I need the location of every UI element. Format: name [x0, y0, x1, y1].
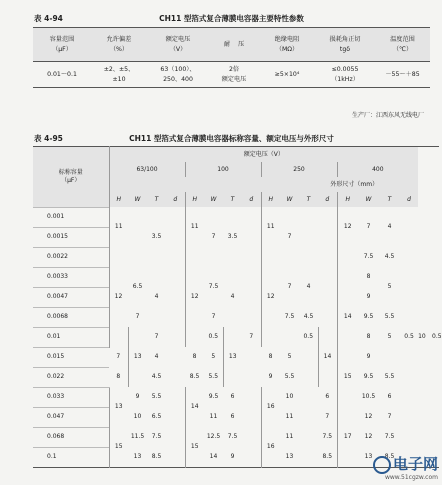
dimension-cell: 7.5: [208, 283, 219, 290]
header-rated-voltage: 额定电压 （V）: [165, 35, 191, 53]
dimension-cell: 12: [337, 207, 358, 247]
dimension-cell: 6: [387, 393, 392, 400]
dimension-cell: 7.5: [363, 253, 374, 260]
dimension-cell: 11.5: [130, 433, 145, 440]
dimension-cell: 9: [366, 353, 371, 360]
site-watermark: [373, 453, 438, 482]
dim-w: W: [358, 192, 379, 207]
dimension-cell: 12.5: [206, 433, 221, 440]
dim-h: H: [261, 192, 280, 207]
dimension-cell: 12: [109, 247, 128, 347]
dimension-cell: 5.5: [384, 373, 395, 380]
dimension-cell: 7: [366, 223, 371, 230]
dimension-cell: 8.5: [384, 452, 395, 460]
dimension-cell: 6: [230, 413, 235, 420]
dim-t: T: [299, 192, 318, 207]
table2-number: 表 4-95: [34, 134, 63, 143]
dim-t: T: [147, 192, 166, 207]
dimension-cell: [166, 207, 185, 327]
dimension-cell: 5: [387, 333, 392, 340]
dimension-cell: 5.5: [151, 393, 162, 400]
dimension-cell: 7: [387, 413, 392, 420]
dimension-cell: [242, 347, 261, 467]
table2-title: CH11 型箔式复合薄膜电容器标称容量、额定电压与外形尺寸: [129, 134, 334, 143]
dimension-cell: 5.5: [384, 313, 395, 320]
header-temperature-range: 温度范围 （℃）: [390, 35, 415, 53]
dimension-cell: 7: [116, 353, 121, 360]
table-row: [33, 427, 439, 447]
cell-loss-tangent: ≤0.0055 （1kHz）: [331, 65, 359, 83]
dimension-cell: 11: [109, 207, 128, 247]
table-row: [33, 247, 439, 267]
dimension-cell: 11: [285, 433, 294, 440]
dimension-cell: [147, 207, 166, 227]
dimension-cell: 11: [185, 207, 204, 247]
dimension-cell: 14: [337, 287, 358, 347]
dimension-cell: [379, 347, 400, 367]
header-loss-tangent: 损耗角正切 tgδ: [329, 35, 361, 53]
dimension-cell: 5: [387, 283, 392, 290]
dimension-cell: 9: [230, 452, 235, 460]
dim-w: W: [128, 192, 147, 207]
dimension-cell: 11: [285, 413, 294, 420]
capacity-value: 0.015: [33, 347, 109, 367]
dimension-cell: 7.5: [227, 433, 238, 440]
dimension-cell: 5.5: [284, 373, 295, 380]
cell-temperature-range: －55～＋85: [385, 70, 420, 78]
dimension-cell: 13: [364, 452, 373, 460]
table-row: [33, 327, 439, 347]
dimension-cell: 10.5: [361, 393, 376, 400]
header-rated-voltage-v: 额定电压（V）: [109, 147, 418, 163]
dimension-cell: 12: [261, 247, 280, 347]
dimension-cell: 4: [154, 353, 159, 360]
dimension-cell: [400, 207, 418, 327]
capacity-value: 0.0068: [33, 307, 109, 327]
cell-tolerance: ±2、±5、 ±10: [103, 65, 135, 83]
dimension-cell: 7.5: [384, 433, 395, 440]
dimension-cell: 8: [192, 353, 197, 360]
dimension-cell: 8.5: [151, 452, 162, 460]
dimension-cell: 10: [285, 393, 294, 400]
capacity-value: 0.0033: [33, 267, 109, 287]
dimension-cell: 4: [306, 283, 311, 290]
dimension-cell: [128, 207, 147, 267]
capacity-value: 0.001: [33, 207, 109, 227]
watermark-brand: 电子网: [392, 454, 438, 473]
dimension-cell: 7: [287, 233, 292, 240]
dimension-cell: 13: [128, 327, 147, 387]
dimension-cell: [242, 207, 261, 327]
dimension-cell: 12: [364, 413, 373, 420]
header-withstand-voltage: 耐 压: [223, 40, 245, 48]
dimension-cell: 11: [209, 413, 218, 420]
dimension-cell: 8: [116, 373, 121, 380]
dim-d: d: [318, 192, 337, 207]
dim-w: W: [204, 192, 223, 207]
voltage-100: 100: [185, 162, 261, 177]
header-capacity-range: 容量范围 （μF）: [49, 35, 75, 53]
dimension-cell: 7: [211, 313, 216, 320]
dim-t: T: [379, 192, 400, 207]
dimension-cell: 14: [318, 327, 337, 387]
dimension-cell: 15: [337, 347, 358, 407]
table1-row: [33, 62, 430, 88]
dimension-cell: 9.5: [208, 393, 219, 400]
header-insulation-resistance: 绝缘电阻 （MΩ）: [274, 35, 300, 53]
dimension-cell: 9: [268, 373, 273, 380]
dimension-cell: 13: [223, 327, 242, 387]
dimension-cell: 13: [285, 452, 294, 460]
dimension-cell: 4: [154, 293, 159, 300]
dimension-cell: 6.5: [151, 413, 162, 420]
dimension-cell: 7.5: [151, 433, 162, 440]
capacity-value: 0.0015: [33, 227, 109, 247]
dimension-cell: 6: [325, 393, 330, 400]
dimension-cell: 4.5: [384, 253, 395, 260]
dimension-cell: 8: [366, 273, 371, 280]
dimension-cell: 0.5: [208, 333, 219, 340]
table1-manufacturer-note: 生产厂：江西东风无线电厂: [351, 112, 424, 119]
dimension-cell: 16: [261, 427, 280, 467]
dimension-cell: 6.5: [132, 283, 143, 290]
dimension-cell: [166, 347, 185, 467]
dimension-cell: 7.5: [322, 433, 333, 440]
dimension-cell: 14: [185, 387, 204, 427]
voltage-63-100: 63/100: [109, 162, 185, 177]
dim-d: d: [166, 192, 185, 207]
dimension-cell: [425, 327, 432, 347]
table1: [33, 27, 430, 88]
dimension-cell: [318, 207, 337, 327]
dimension-cell: 14: [209, 452, 218, 460]
dimension-cell: 13: [133, 452, 142, 460]
capacity-value: 0.01: [33, 327, 109, 347]
dimension-cell: 15: [185, 427, 204, 467]
dimension-cell: 17: [337, 407, 358, 467]
dimension-cell: 10: [133, 413, 142, 420]
dimension-cell: 7: [154, 333, 159, 340]
dimension-cell: 5: [287, 353, 292, 360]
dim-d: d: [242, 192, 261, 207]
dimension-cell: 0.5: [404, 333, 414, 340]
capacity-value: 0.0022: [33, 247, 109, 267]
dimension-cell: 0.5: [303, 333, 314, 340]
dimension-cell: [337, 247, 358, 287]
dimension-cell: 15: [109, 427, 128, 467]
dimension-cell: [166, 327, 185, 347]
dimension-cell: 8: [268, 353, 273, 360]
watermark-logo-icon: [373, 456, 391, 474]
dimension-cell: 4: [387, 223, 392, 230]
dimension-cell: 7: [249, 333, 254, 340]
cell-insulation-resistance: ≥5×10⁴: [274, 70, 300, 78]
capacity-value: 0.068: [33, 427, 109, 447]
dimension-cell: 8.5: [189, 373, 200, 380]
dimension-cell: 5: [211, 353, 216, 360]
dimension-cell: 9.5: [363, 313, 374, 320]
dimension-cell: 16: [261, 387, 280, 427]
dimension-cell: 7: [325, 413, 330, 420]
capacity-value: 0.0047: [33, 287, 109, 307]
dimension-cell: 5.5: [208, 373, 219, 380]
dim-w: W: [280, 192, 299, 207]
dimension-cell: [223, 207, 242, 227]
dimension-cell: 6: [230, 393, 235, 400]
dimension-cell: 0.5: [432, 333, 442, 340]
dimension-cell: 9.5: [363, 373, 374, 380]
watermark-url: www.51cgzw.com: [384, 474, 438, 481]
dimension-cell: 8: [366, 333, 371, 340]
header-dimensions-mm: 外形尺寸（mm）: [109, 177, 418, 192]
dim-d: d: [400, 192, 418, 207]
table-row: [33, 387, 439, 407]
dimension-cell: 7.5: [284, 313, 295, 320]
capacity-value: 0.1: [33, 447, 109, 467]
dimension-cell: 10: [418, 333, 426, 340]
table-row: [33, 267, 439, 287]
table-row: [33, 407, 439, 427]
header-nominal-capacity: 标称容量 （μF）: [33, 147, 109, 208]
dimension-cell: 9: [366, 293, 371, 300]
dim-t: T: [223, 192, 242, 207]
table1-title: CH11 型箔式复合薄膜电容器主要特性参数: [159, 14, 304, 23]
voltage-400: 400: [337, 162, 418, 177]
capacity-value: 0.022: [33, 367, 109, 387]
table1-header-row: [33, 28, 430, 62]
dimension-cell: 7: [287, 283, 292, 290]
dimension-cell: 4.5: [151, 373, 162, 380]
voltage-250: 250: [261, 162, 337, 177]
capacity-value: 0.033: [33, 387, 109, 407]
dimension-cell: [299, 347, 318, 467]
cell-rated-voltage: 63（100）、 250、400: [160, 65, 196, 83]
dimension-cell: 13: [109, 387, 128, 427]
dimension-cell: 11: [261, 207, 280, 247]
table1-number: 表 4-94: [34, 14, 63, 23]
dimension-cell: [299, 207, 318, 267]
dimension-cell: [223, 247, 242, 267]
table-row: [33, 207, 439, 227]
dimension-cell: 7: [211, 233, 216, 240]
dim-h: H: [109, 192, 128, 207]
dimension-cell: 12: [185, 247, 204, 347]
dimension-cell: 8.5: [322, 452, 333, 460]
cell-withstand-voltage: 2倍 额定电压: [221, 65, 247, 83]
dimension-cell: 3.5: [227, 233, 238, 240]
dimension-cell: 7: [135, 313, 140, 320]
cell-capacity-range: 0.01～0.1: [47, 70, 77, 78]
table2: [33, 146, 442, 468]
capacity-value: 0.047: [33, 407, 109, 427]
dimension-cell: 3.5: [151, 233, 162, 240]
dim-h: H: [337, 192, 358, 207]
dimension-cell: [280, 327, 299, 347]
dim-h: H: [185, 192, 204, 207]
dimension-cell: 4: [230, 293, 235, 300]
table2-voltage-header-row: [33, 147, 439, 163]
dimension-cell: 12: [364, 433, 373, 440]
dimension-cell: 9: [135, 393, 140, 400]
dimension-cell: 4.5: [303, 313, 314, 320]
dimension-cell: [400, 347, 418, 467]
header-tolerance: 允许偏差 （%）: [106, 35, 132, 53]
dimension-cell: [147, 247, 166, 267]
